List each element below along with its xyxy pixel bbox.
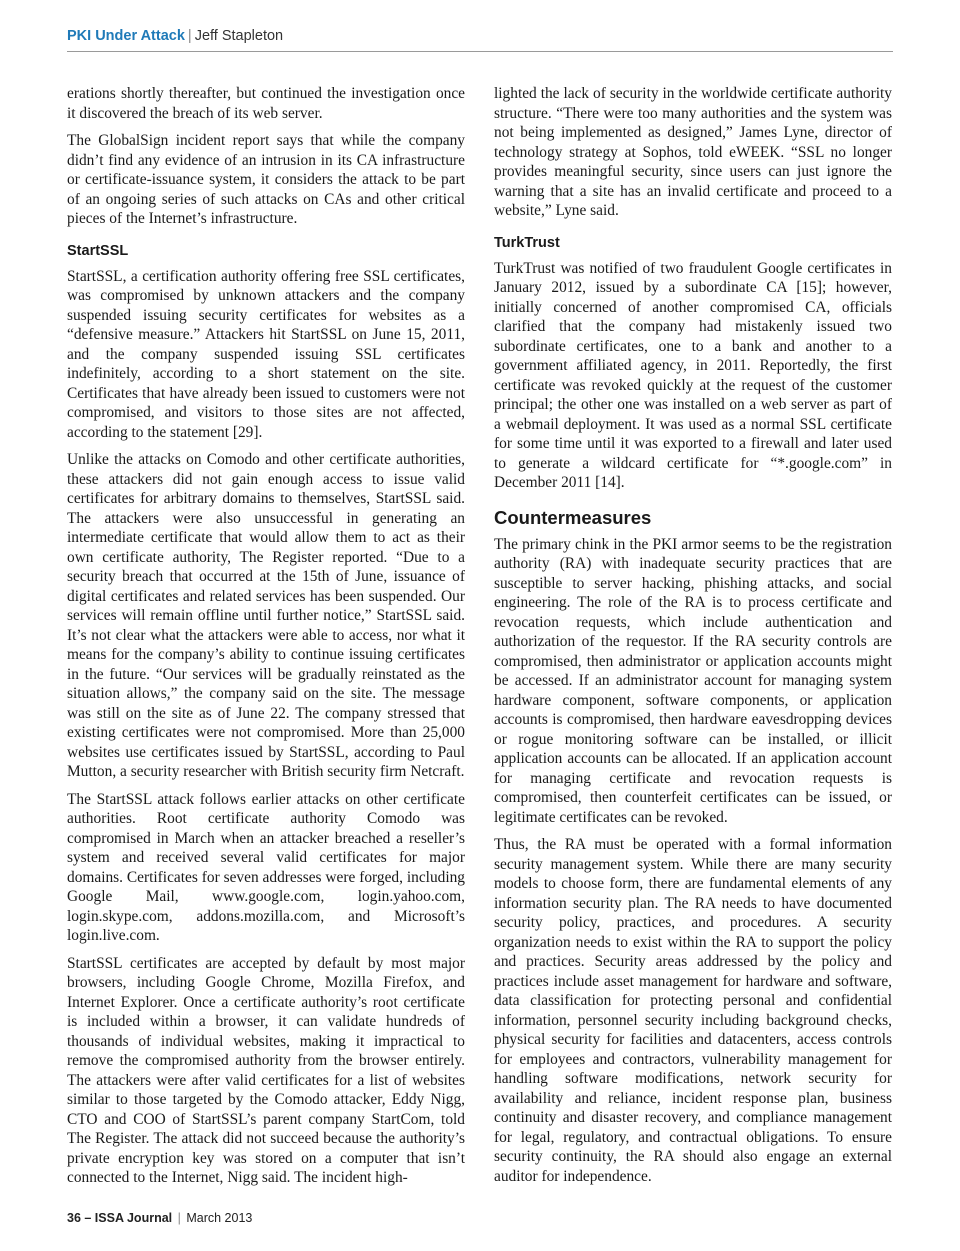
body-paragraph: The StartSSL attack follows earlier attacks on other certificate authorities. Root certificate authority Comodo was compromised in March when an attacker breached a reseller’s system and received several valid certificates for major domains. Certificates for seven addresses were forged, including Google Mail, www.google.com, login.yahoo.com, login.skype.com, addons.mozilla.com, and Microsoft’s login.live.com.: [67, 790, 465, 944]
page-footer: [67, 1209, 252, 1227]
section-heading: Countermeasures: [494, 506, 652, 528]
right-column: [494, 84, 892, 1194]
body-paragraph: TurkTrust was notified of two fraudulent Google certificates in January 2012, issued by a subordinate CA [15]; however, initially concerned of another compromised CA, officials clarified that the company had mistakenly issued two subordinate certificates, one to a bank and another to a government affiliated agency, in 2011. Reportedly, the first certificate was revoked quickly at the request of the customer principal; the other one was installed on a web server as part of a webmail deployment. It was used as a normal SSL certificate for some time until it was exported to a firewall and later used to generate a wildcard certificate for “*.google.com” in December 2011 [14].: [494, 259, 892, 491]
body-paragraph: Unlike the attacks on Comodo and other certificate authorities, these attackers did not gain enough access to issue valid certificates for arbitrary domains to themselves, StartSSL said. The attackers were also unsuccessful in generating an intermediate certificate that would allow them to act as their own certificate authority, The Register reported. “Due to a security breach that occurred at the 15th of June, issuance of digital certificates and related services has been suspended. Our services will remain offline until further notice,” StartSSL said. It’s not clear what the attackers were able to access, nor what it means for the company’s ability to continue issuing certificates in the future. “Our services will be gradually reinstated as the situation allows,” the company said on the site. The message was still on the site as of June 22. The company stressed that existing certificates were not compromised. More than 25,000 websites use certificates issued by StartSSL, according to Paul Mutton, a security researcher with British security firm Netcraft.: [67, 451, 465, 780]
body-paragraph: StartSSL certificates are accepted by default by most major browsers, including Google Chrome, Mozilla Firefox, and Internet Explorer. Once a certificate authority’s root certificate is included within a browser, it can validate hundreds of thousands of individual websites, making it impractical to remove the compromised authority from the browser entirely. The attackers were after valid certificates for a list of websites similar to those targeted by the Comodo attacker, Eddy Nigg, CTO and COO of StartSSL’s parent company StartCom, told The Register. The attack did not succeed because the authority’s private encryption key was stored on a computer that isn’t connected to the Internet, Nigg said. The incident high-: [67, 954, 465, 1186]
subsection-heading: TurkTrust: [494, 234, 560, 251]
body-paragraph: The primary chink in the PKI armor seems to be the registration authority (RA) with inadequate security practices that are susceptible to server hacking, phishing attacks, and social engineering. The role of the RA is to process certificate and revocation requests, which include authentication and authorization of the requestor. If the RA security controls are compromised, then administrator or application accounts might be accessed. If an administrator account for managing system hardware component, software components, or application accounts is compromised, then hardware eavesdropping devices or rogue monitoring software can be installed, or illicit application accounts can be allocated. If an application account for managing certificate and revocation requests is compromised, then counterfeit certificates can be issued, or legitimate certificates can be revoked.: [494, 535, 892, 826]
journal-article-title: PKI Under Attack: [67, 28, 185, 44]
body-paragraph: lighted the lack of security in the worldwide certificate authority structure. “There were too many authorities and the system was not being implemented as designed,” James Lyne, director of technology strategy at Sophos, told eWEEK. “SSL no longer provides meaningful security, since users can just ignore the warning that a site has an invalid certificate and proceed to a website,” Lyne said.: [494, 85, 892, 219]
page-number: 36 – ISSA Journal: [67, 1211, 173, 1225]
footer-separator: |: [177, 1211, 181, 1225]
article-author: Jeff Stapleton: [194, 28, 284, 44]
body-paragraph: The GlobalSign incident report says that while the company didn’t find any evidence of an intrusion in its CA infrastructure or certificate-issuance system, it considers the attack to be part of an ongoing series of such attacks on CAs and other critical pieces of the Internet’s infrastructure.: [67, 132, 465, 227]
issue-date: March 2013: [186, 1211, 253, 1225]
left-column: [67, 84, 465, 1196]
header-rule: [67, 51, 893, 52]
body-paragraph: StartSSL, a certification authority offering free SSL certificates, was compromised by unknown attackers and the company suspended issuing security certificates for websites as a “defensive measure.” Attackers hit StartSSL on June 15, 2011, and the company suspended issuing SSL certificates indefinitely, according to a short statement on the site. Certificates that have already been issued to customers were not compromised, and visitors to those sites are not affected, according to the statement [29].: [67, 267, 465, 441]
body-paragraph: erations shortly thereafter, but continued the investigation once it discovered the breach of its web server.: [67, 85, 465, 122]
header-separator: |: [187, 28, 192, 44]
body-paragraph: Thus, the RA must be operated with a formal information security management system. While there are many security models to choose form, there are fundamental elements of any information security plan. The RA needs to have documented security policy, practices, and procedures. A security organization needs to exist within the RA to support the policy and practices. Security areas addressed by the policy and practices include asset management for hardware and software, data classification for protecting personal and confidential information, personnel security including background checks, physical security for facilities and datacenters, access controls for employees and contractors, vulnerability management for handling software modifications, network security for availability and reliance, incident response plan, business continuity and disaster recovery, and compliance management for legal, regulatory, and contractual obligations. To ensure security continuity, the RA should also engage an external auditor for independence.: [494, 836, 892, 1185]
running-header: [67, 26, 893, 46]
subsection-heading: StartSSL: [67, 242, 129, 259]
